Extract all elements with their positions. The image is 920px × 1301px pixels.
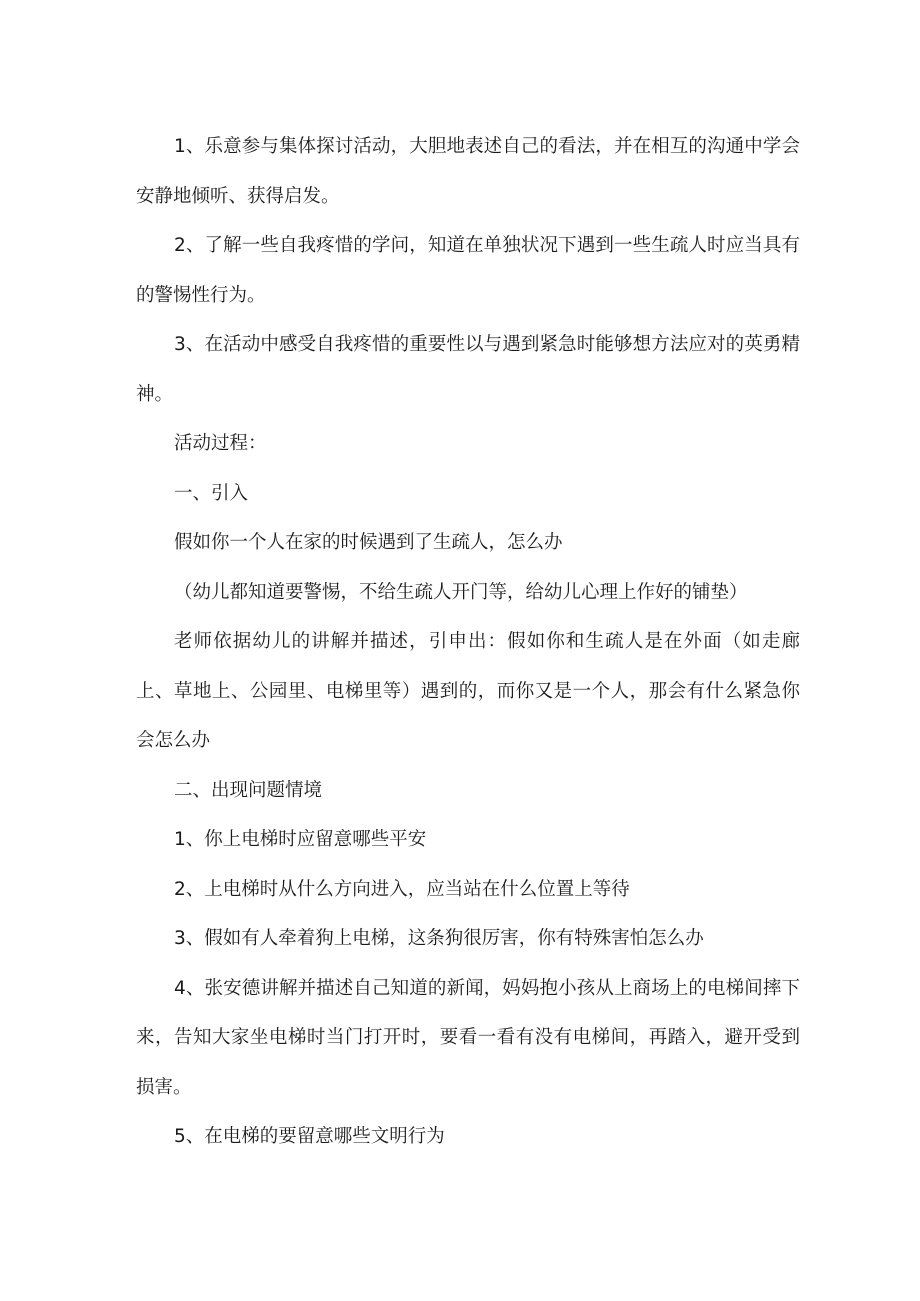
list-item-question-3: 3、假如有人牵着狗上电梯，这条狗很厉害，你有特殊害怕怎么办 — [174, 928, 704, 949]
section-heading-intro: 一、引入 — [174, 482, 249, 504]
section-heading-process: 活动过程： — [174, 433, 267, 454]
paragraph-goal-1: 1、乐意参与集体探讨活动，大胆地表述自己的看法，并在相互的沟通中学会安静地倾听、获得启发。 — [136, 136, 800, 207]
list-item-question-2: 2、上电梯时从什么方向进入，应当站在什么位置上等待 — [174, 878, 630, 900]
section-heading-problems: 二、出现问题情境 — [174, 779, 323, 801]
list-item-question-1: 1、你上电梯时应留意哪些平安 — [174, 829, 427, 850]
paragraph-intro-question: 假如你一个人在家的时候遇到了生疏人，怎么办 — [174, 532, 563, 553]
paragraph-intro-note: （幼儿都知道要警惕，不给生疏人开门等，给幼儿心理上作好的铺垫） — [174, 581, 748, 603]
list-item-question-5: 5、在电梯的要留意哪些文明行为 — [174, 1126, 445, 1147]
document-body — [136, 122, 800, 1162]
paragraph-goal-2: 2、了解一些自我疼惜的学问，知道在单独状况下遇到一些生疏人时应当具有的警惕性行为。 — [136, 235, 800, 306]
paragraph-teacher-prompt: 老师依据幼儿的讲解并描述，引申出：假如你和生疏人是在外面（如走廊上、草地上、公园里、电梯里等）遇到的，而你又是一个人，那会有什么紧急你会怎么办 — [136, 631, 800, 751]
paragraph-goal-3: 3、在活动中感受自我疼惜的重要性以与遇到紧急时能够想方法应对的英勇精神。 — [136, 334, 800, 405]
list-item-question-4: 4、张安德讲解并描述自己知道的新闻，妈妈抱小孩从上商场上的电梯间摔下来，告知大家坐电梯时当门打开时，要看一看有没有电梯间，再踏入，避开受到损害。 — [136, 977, 800, 1098]
